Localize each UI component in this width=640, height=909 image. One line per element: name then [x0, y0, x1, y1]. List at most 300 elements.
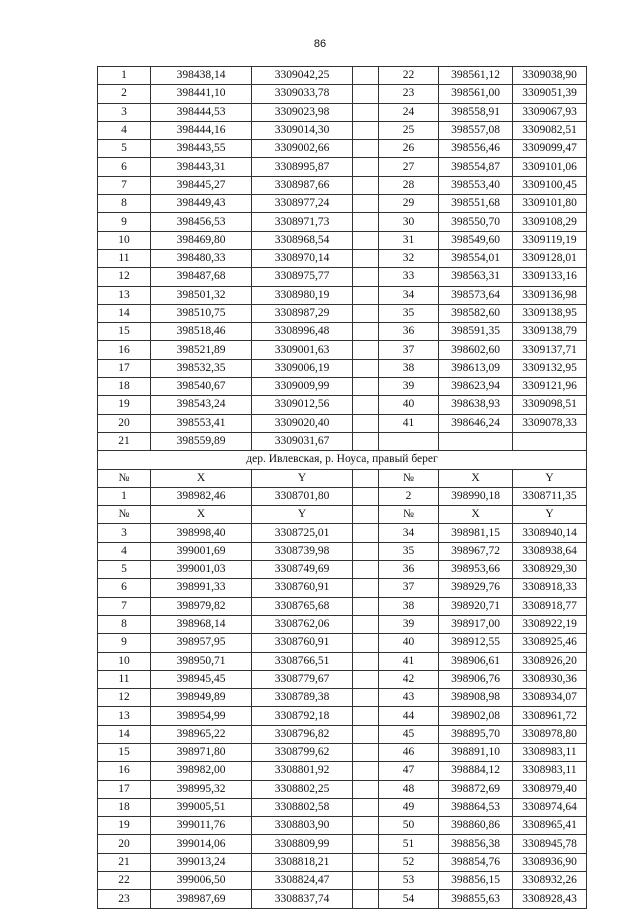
point-number-cell: 19: [98, 396, 151, 414]
table-row: [98, 689, 587, 707]
spacer-cell: [353, 707, 379, 725]
x-coordinate-cell: 398556,46: [439, 140, 513, 158]
point-number-cell: 34: [379, 286, 439, 304]
x-coordinate-cell: 398573,64: [439, 286, 513, 304]
point-number-cell: №: [98, 469, 151, 487]
point-number-cell: 54: [379, 890, 439, 908]
spacer-cell: [353, 597, 379, 615]
x-coordinate-cell: 398518,46: [151, 323, 252, 341]
table-row: [98, 414, 587, 432]
point-number-cell: 29: [379, 195, 439, 213]
x-coordinate-cell: 398908,98: [439, 689, 513, 707]
spacer-cell: [353, 286, 379, 304]
table-row: [98, 121, 587, 139]
table-row: [98, 707, 587, 725]
y-coordinate-cell: 3308918,77: [513, 597, 587, 615]
table-row: [98, 670, 587, 688]
x-coordinate-cell: 398487,68: [151, 268, 252, 286]
y-coordinate-cell: 3309133,16: [513, 268, 587, 286]
x-coordinate-cell: 398884,12: [439, 762, 513, 780]
x-coordinate-cell: 399011,76: [151, 817, 252, 835]
y-coordinate-cell: 3308922,19: [513, 615, 587, 633]
x-coordinate-cell: 398950,71: [151, 652, 252, 670]
table-row: [98, 286, 587, 304]
spacer-cell: [353, 304, 379, 322]
x-coordinate-cell: 398987,69: [151, 890, 252, 908]
spacer-cell: [353, 506, 379, 524]
spacer-cell: [353, 323, 379, 341]
y-coordinate-cell: 3309101,80: [513, 195, 587, 213]
point-number-cell: 48: [379, 780, 439, 798]
header-row: [98, 469, 587, 487]
x-coordinate-cell: 398856,38: [439, 835, 513, 853]
x-coordinate-cell: 398968,14: [151, 615, 252, 633]
y-coordinate-cell: 3308987,29: [252, 304, 353, 322]
point-number-cell: 1: [98, 67, 151, 85]
x-coordinate-cell: 398558,91: [439, 103, 513, 121]
table-row: [98, 561, 587, 579]
x-coordinate-cell: 398510,75: [151, 304, 252, 322]
x-coordinate-cell: 398991,33: [151, 579, 252, 597]
x-coordinate-cell: 399005,51: [151, 798, 252, 816]
point-number-cell: 22: [98, 872, 151, 890]
x-coordinate-cell: 398982,00: [151, 762, 252, 780]
point-number-cell: 5: [98, 561, 151, 579]
point-number-cell: 38: [379, 597, 439, 615]
y-coordinate-cell: 3309138,95: [513, 304, 587, 322]
point-number-cell: 15: [98, 743, 151, 761]
y-coordinate-cell: 3308796,82: [252, 725, 353, 743]
y-coordinate-cell: 3308983,11: [513, 762, 587, 780]
point-number-cell: 7: [98, 176, 151, 194]
section-title-row: [98, 451, 587, 469]
table-row: [98, 890, 587, 908]
y-coordinate-cell: 3308996,48: [252, 323, 353, 341]
y-coordinate-cell: 3308995,87: [252, 158, 353, 176]
x-coordinate-cell: 398602,60: [439, 341, 513, 359]
x-coordinate-cell: 399013,24: [151, 853, 252, 871]
point-number-cell: 13: [98, 707, 151, 725]
point-number-cell: 36: [379, 323, 439, 341]
table-row: [98, 634, 587, 652]
y-coordinate-cell: 3308974,64: [513, 798, 587, 816]
spacer-cell: [353, 195, 379, 213]
x-coordinate-cell: 398553,40: [439, 176, 513, 194]
point-number-cell: 20: [98, 414, 151, 432]
y-coordinate-cell: 3308792,18: [252, 707, 353, 725]
spacer-cell: [353, 561, 379, 579]
y-coordinate-cell: 3308779,67: [252, 670, 353, 688]
x-coordinate-cell: 398965,22: [151, 725, 252, 743]
x-coordinate-cell: 398456,53: [151, 213, 252, 231]
y-coordinate-cell: 3309014,30: [252, 121, 353, 139]
y-coordinate-cell: 3308975,77: [252, 268, 353, 286]
spacer-cell: [353, 103, 379, 121]
y-coordinate-cell: 3308711,35: [513, 487, 587, 505]
point-number-cell: 3: [98, 103, 151, 121]
x-coordinate-cell: 398443,55: [151, 140, 252, 158]
point-number-cell: 16: [98, 341, 151, 359]
spacer-cell: [353, 341, 379, 359]
point-number-cell: 17: [98, 780, 151, 798]
table-row: [98, 817, 587, 835]
x-coordinate-cell: 398864,53: [439, 798, 513, 816]
point-number-cell: 9: [98, 213, 151, 231]
point-number-cell: 50: [379, 817, 439, 835]
spacer-cell: [353, 798, 379, 816]
point-number-cell: 7: [98, 597, 151, 615]
y-coordinate-cell: 3309137,71: [513, 341, 587, 359]
table-row: [98, 762, 587, 780]
coordinates-table: [97, 66, 587, 909]
table-row: [98, 798, 587, 816]
spacer-cell: [353, 121, 379, 139]
y-coordinate-cell: 3309099,47: [513, 140, 587, 158]
point-number-cell: 37: [379, 579, 439, 597]
point-number-cell: 45: [379, 725, 439, 743]
point-number-cell: 34: [379, 524, 439, 542]
point-number-cell: 2: [98, 85, 151, 103]
y-coordinate-cell: 3308980,19: [252, 286, 353, 304]
spacer-cell: [353, 743, 379, 761]
x-coordinate-cell: 398638,93: [439, 396, 513, 414]
spacer-cell: [353, 652, 379, 670]
y-coordinate-cell: 3308801,92: [252, 762, 353, 780]
point-number-cell: 16: [98, 762, 151, 780]
y-coordinate-cell: 3309101,06: [513, 158, 587, 176]
y-coordinate-cell: Y: [513, 506, 587, 524]
y-coordinate-cell: 3308837,74: [252, 890, 353, 908]
spacer-cell: [353, 762, 379, 780]
x-coordinate-cell: 398971,80: [151, 743, 252, 761]
y-coordinate-cell: 3308929,30: [513, 561, 587, 579]
x-coordinate-cell: 398623,94: [439, 378, 513, 396]
point-number-cell: 35: [379, 542, 439, 560]
point-number-cell: 17: [98, 359, 151, 377]
x-coordinate-cell: 398872,69: [439, 780, 513, 798]
y-coordinate-cell: 3308961,72: [513, 707, 587, 725]
y-coordinate-cell: 3308918,33: [513, 579, 587, 597]
x-coordinate-cell: 398646,24: [439, 414, 513, 432]
table-row: [98, 140, 587, 158]
spacer-cell: [353, 670, 379, 688]
point-number-cell: 52: [379, 853, 439, 871]
y-coordinate-cell: 3309119,19: [513, 231, 587, 249]
x-coordinate-cell: 398981,15: [439, 524, 513, 542]
y-coordinate-cell: 3308970,14: [252, 249, 353, 267]
y-coordinate-cell: Y: [252, 469, 353, 487]
x-coordinate-cell: 399001,69: [151, 542, 252, 560]
table-row: [98, 268, 587, 286]
x-coordinate-cell: 398532,35: [151, 359, 252, 377]
point-number-cell: 12: [98, 268, 151, 286]
point-number-cell: 36: [379, 561, 439, 579]
point-number-cell: 38: [379, 359, 439, 377]
x-coordinate-cell: 398561,00: [439, 85, 513, 103]
spacer-cell: [353, 359, 379, 377]
table-row: [98, 103, 587, 121]
x-coordinate-cell: 398559,89: [151, 432, 252, 450]
y-coordinate-cell: 3308965,41: [513, 817, 587, 835]
point-number-cell: 42: [379, 670, 439, 688]
x-coordinate-cell: 398979,82: [151, 597, 252, 615]
table-row: [98, 542, 587, 560]
y-coordinate-cell: 3308938,64: [513, 542, 587, 560]
y-coordinate-cell: 3308987,66: [252, 176, 353, 194]
point-number-cell: 5: [98, 140, 151, 158]
table-row: [98, 176, 587, 194]
y-coordinate-cell: 3308979,40: [513, 780, 587, 798]
point-number-cell: 15: [98, 323, 151, 341]
spacer-cell: [353, 634, 379, 652]
point-number-cell: 12: [98, 689, 151, 707]
y-coordinate-cell: 3308802,58: [252, 798, 353, 816]
x-coordinate-cell: 398438,14: [151, 67, 252, 85]
x-coordinate-cell: 398543,24: [151, 396, 252, 414]
table-row: [98, 213, 587, 231]
point-number-cell: 41: [379, 652, 439, 670]
y-coordinate-cell: 3308725,01: [252, 524, 353, 542]
x-coordinate-cell: 398945,45: [151, 670, 252, 688]
point-number-cell: №: [379, 506, 439, 524]
y-coordinate-cell: 3308934,07: [513, 689, 587, 707]
y-coordinate-cell: 3309136,98: [513, 286, 587, 304]
spacer-cell: [353, 817, 379, 835]
table-row: [98, 524, 587, 542]
point-number-cell: 10: [98, 231, 151, 249]
x-coordinate-cell: 398998,40: [151, 524, 252, 542]
point-number-cell: 21: [98, 853, 151, 871]
table-row: [98, 231, 587, 249]
spacer-cell: [353, 140, 379, 158]
table-row: [98, 780, 587, 798]
x-coordinate-cell: 398553,41: [151, 414, 252, 432]
x-coordinate-cell: 398906,76: [439, 670, 513, 688]
table-row: [98, 432, 587, 450]
y-coordinate-cell: 3308766,51: [252, 652, 353, 670]
point-number-cell: 14: [98, 725, 151, 743]
y-coordinate-cell: 3308925,46: [513, 634, 587, 652]
point-number-cell: 2: [379, 487, 439, 505]
x-coordinate-cell: X: [151, 506, 252, 524]
y-coordinate-cell: 3308977,24: [252, 195, 353, 213]
y-coordinate-cell: 3309132,95: [513, 359, 587, 377]
x-coordinate-cell: 398990,18: [439, 487, 513, 505]
spacer-cell: [353, 579, 379, 597]
spacer-cell: [353, 780, 379, 798]
x-coordinate-cell: 398445,27: [151, 176, 252, 194]
point-number-cell: 20: [98, 835, 151, 853]
y-coordinate-cell: 3308945,78: [513, 835, 587, 853]
x-coordinate-cell: X: [439, 469, 513, 487]
point-number-cell: 37: [379, 341, 439, 359]
spacer-cell: [353, 542, 379, 560]
x-coordinate-cell: 398557,08: [439, 121, 513, 139]
point-number-cell: 4: [98, 542, 151, 560]
point-number-cell: 44: [379, 707, 439, 725]
point-number-cell: 23: [379, 85, 439, 103]
spacer-cell: [353, 469, 379, 487]
y-coordinate-cell: 3309001,63: [252, 341, 353, 359]
point-number-cell: 26: [379, 140, 439, 158]
y-coordinate-cell: 3309012,56: [252, 396, 353, 414]
x-coordinate-cell: 398613,09: [439, 359, 513, 377]
table-row: [98, 85, 587, 103]
x-coordinate-cell: 398949,89: [151, 689, 252, 707]
y-coordinate-cell: 3308739,98: [252, 542, 353, 560]
point-number-cell: №: [379, 469, 439, 487]
table-row: [98, 615, 587, 633]
y-coordinate-cell: 3308824,47: [252, 872, 353, 890]
y-coordinate-cell: 3309128,01: [513, 249, 587, 267]
x-coordinate-cell: 398591,35: [439, 323, 513, 341]
table-row: [98, 487, 587, 505]
x-coordinate-cell: 398954,99: [151, 707, 252, 725]
y-coordinate-cell: 3309108,29: [513, 213, 587, 231]
spacer-cell: [353, 872, 379, 890]
spacer-cell: [353, 176, 379, 194]
y-coordinate-cell: 3309067,93: [513, 103, 587, 121]
y-coordinate-cell: 3308799,62: [252, 743, 353, 761]
y-coordinate-cell: 3309078,33: [513, 414, 587, 432]
point-number-cell: 25: [379, 121, 439, 139]
point-number-cell: 30: [379, 213, 439, 231]
point-number-cell: 35: [379, 304, 439, 322]
y-coordinate-cell: 3308971,73: [252, 213, 353, 231]
spacer-cell: [353, 213, 379, 231]
spacer-cell: [353, 725, 379, 743]
y-coordinate-cell: 3309121,96: [513, 378, 587, 396]
point-number-cell: 9: [98, 634, 151, 652]
spacer-cell: [353, 85, 379, 103]
point-number-cell: 32: [379, 249, 439, 267]
point-number-cell: 11: [98, 249, 151, 267]
y-coordinate-cell: 3308749,69: [252, 561, 353, 579]
x-coordinate-cell: 398501,32: [151, 286, 252, 304]
y-coordinate-cell: 3309098,51: [513, 396, 587, 414]
point-number-cell: 27: [379, 158, 439, 176]
y-coordinate-cell: 3309042,25: [252, 67, 353, 85]
y-coordinate-cell: 3309033,78: [252, 85, 353, 103]
y-coordinate-cell: 3308936,90: [513, 853, 587, 871]
point-number-cell: 1: [98, 487, 151, 505]
point-number-cell: 28: [379, 176, 439, 194]
x-coordinate-cell: 398521,89: [151, 341, 252, 359]
y-coordinate-cell: 3309020,40: [252, 414, 353, 432]
spacer-cell: [353, 158, 379, 176]
y-coordinate-cell: 3309006,19: [252, 359, 353, 377]
table-row: [98, 304, 587, 322]
y-coordinate-cell: 3308940,14: [513, 524, 587, 542]
table-row: [98, 158, 587, 176]
point-number-cell: 8: [98, 195, 151, 213]
spacer-cell: [353, 414, 379, 432]
point-number-cell: 41: [379, 414, 439, 432]
spacer-cell: [353, 268, 379, 286]
point-number-cell: 33: [379, 268, 439, 286]
point-number-cell: 40: [379, 396, 439, 414]
spacer-cell: [353, 249, 379, 267]
point-number-cell: 10: [98, 652, 151, 670]
spacer-cell: [353, 524, 379, 542]
x-coordinate-cell: 398554,87: [439, 158, 513, 176]
x-coordinate-cell: 398967,72: [439, 542, 513, 560]
x-coordinate-cell: 398982,46: [151, 487, 252, 505]
point-number-cell: 53: [379, 872, 439, 890]
y-coordinate-cell: 3309100,45: [513, 176, 587, 194]
y-coordinate-cell: 3308789,38: [252, 689, 353, 707]
x-coordinate-cell: 399014,06: [151, 835, 252, 853]
x-coordinate-cell: 398469,80: [151, 231, 252, 249]
point-number-cell: 47: [379, 762, 439, 780]
x-coordinate-cell: 398920,71: [439, 597, 513, 615]
spacer-cell: [353, 432, 379, 450]
y-coordinate-cell: 3308802,25: [252, 780, 353, 798]
point-number-cell: 8: [98, 615, 151, 633]
x-coordinate-cell: 398582,60: [439, 304, 513, 322]
spacer-cell: [353, 67, 379, 85]
spacer-cell: [353, 689, 379, 707]
table-row: [98, 725, 587, 743]
point-number-cell: 21: [98, 432, 151, 450]
x-coordinate-cell: 398995,32: [151, 780, 252, 798]
table-row: [98, 195, 587, 213]
y-coordinate-cell: 3308765,68: [252, 597, 353, 615]
table-row: [98, 872, 587, 890]
y-coordinate-cell: 3308968,54: [252, 231, 353, 249]
y-coordinate-cell: 3308932,26: [513, 872, 587, 890]
point-number-cell: 11: [98, 670, 151, 688]
point-number-cell: 40: [379, 634, 439, 652]
point-number-cell: 18: [98, 378, 151, 396]
x-coordinate-cell: X: [151, 469, 252, 487]
x-coordinate-cell: 399006,50: [151, 872, 252, 890]
x-coordinate-cell: 398854,76: [439, 853, 513, 871]
point-number-cell: 3: [98, 524, 151, 542]
y-coordinate-cell: 3308701,80: [252, 487, 353, 505]
table-row: [98, 396, 587, 414]
y-coordinate-cell: 3308930,36: [513, 670, 587, 688]
table-row: [98, 249, 587, 267]
spacer-cell: [353, 378, 379, 396]
header-row: [98, 506, 587, 524]
x-coordinate-cell: 398953,66: [439, 561, 513, 579]
point-number-cell: 49: [379, 798, 439, 816]
x-coordinate-cell: 398563,31: [439, 268, 513, 286]
y-coordinate-cell: 3309038,90: [513, 67, 587, 85]
point-number-cell: 18: [98, 798, 151, 816]
point-number-cell: 31: [379, 231, 439, 249]
spacer-cell: [353, 231, 379, 249]
table-row: [98, 359, 587, 377]
table-row: [98, 743, 587, 761]
point-number-cell: 22: [379, 67, 439, 85]
point-number-cell: 4: [98, 121, 151, 139]
table-row: [98, 835, 587, 853]
x-coordinate-cell: 398895,70: [439, 725, 513, 743]
x-coordinate-cell: 398480,33: [151, 249, 252, 267]
x-coordinate-cell: 398902,08: [439, 707, 513, 725]
point-number-cell: 14: [98, 304, 151, 322]
x-coordinate-cell: 398860,86: [439, 817, 513, 835]
point-number-cell: [379, 432, 439, 450]
y-coordinate-cell: 3309138,79: [513, 323, 587, 341]
x-coordinate-cell: 398540,67: [151, 378, 252, 396]
point-number-cell: 13: [98, 286, 151, 304]
y-coordinate-cell: 3308803,90: [252, 817, 353, 835]
spacer-cell: [353, 396, 379, 414]
point-number-cell: 43: [379, 689, 439, 707]
